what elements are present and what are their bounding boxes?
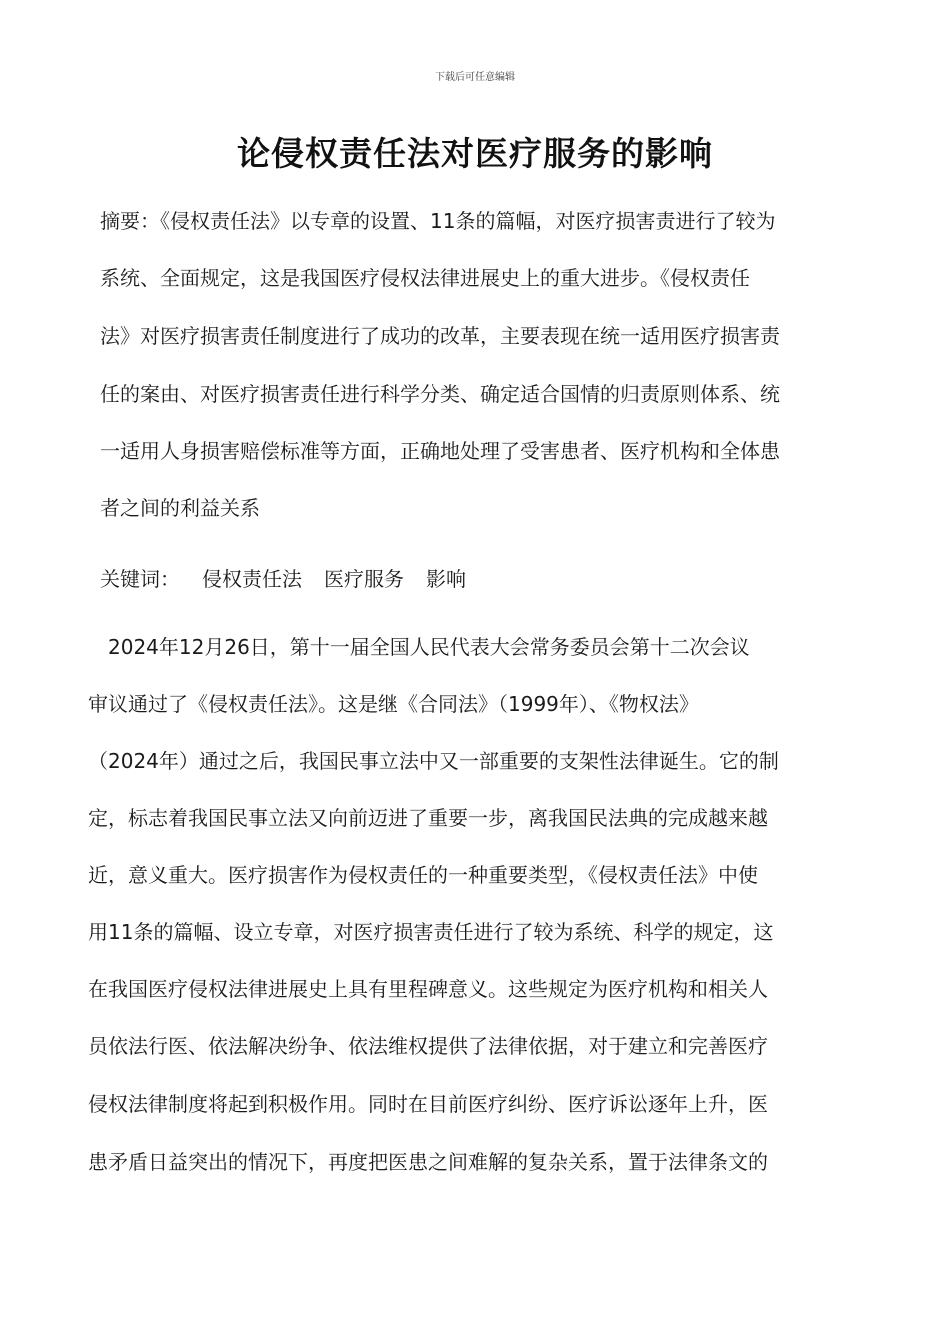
keywords-label: 关键词：: [100, 567, 180, 591]
body-line: 员依法行医、依法解决纷争、依法维权提供了法律依据，对于建立和完善医疗: [88, 1034, 768, 1058]
abstract-line: 一适用人身损害赔偿标准等方面，正确地处理了受害患者、医疗机构和全体患: [100, 439, 780, 463]
body-line: 近，意义重大。医疗损害作为侵权责任的一种重要类型，《侵权责任法》中使: [88, 863, 758, 887]
keyword: 影响: [426, 567, 466, 591]
body-line: 用11条的篇幅、设立专章，对医疗损害责任进行了较为系统、科学的规定，这: [88, 920, 774, 944]
document-title: 论侵权责任法对医疗服务的影响: [237, 134, 713, 173]
keyword: 侵权责任法: [202, 567, 302, 591]
abstract-line: 摘要：《侵权责任法》以专章的设置、11条的篇幅，对医疗损害责进行了较为: [100, 209, 776, 233]
body-line: 2024年12月26日，第十一届全国人民代表大会常务委员会第十二次会议: [88, 635, 750, 659]
abstract-line: 者之间的利益关系: [100, 496, 260, 520]
body-line: 审议通过了《侵权责任法》。这是继《合同法》（1999年）、《物权法》: [88, 692, 699, 716]
keyword: 医疗服务: [324, 567, 404, 591]
keywords-line: [100, 565, 466, 593]
body-line: 侵权法律制度将起到积极作用。同时在目前医疗纠纷、医疗诉讼逐年上升，医: [88, 1092, 768, 1116]
body-line: （2024年）通过之后，我国民事立法中又一部重要的支架性法律诞生。它的制: [88, 749, 779, 773]
body-line: 在我国医疗侵权法律进展史上具有里程碑意义。这些规定为医疗机构和相关人: [88, 977, 768, 1001]
body-line: 定，标志着我国民事立法又向前迈进了重要一步，离我国民法典的完成越来越: [88, 806, 768, 830]
abstract-line: 任的案由、对医疗损害责任进行科学分类、确定适合国情的归责原则体系、统: [100, 382, 780, 406]
download-note: 下载后可任意编辑: [435, 72, 515, 83]
body-line: 患矛盾日益突出的情况下，再度把医患之间难解的复杂关系，置于法律条文的: [88, 1150, 768, 1174]
abstract-line: 系统、全面规定，这是我国医疗侵权法律进展史上的重大进步。《侵权责任: [100, 266, 750, 290]
abstract-line: 法》对医疗损害责任制度进行了成功的改革，主要表现在统一适用医疗损害责: [100, 324, 780, 348]
